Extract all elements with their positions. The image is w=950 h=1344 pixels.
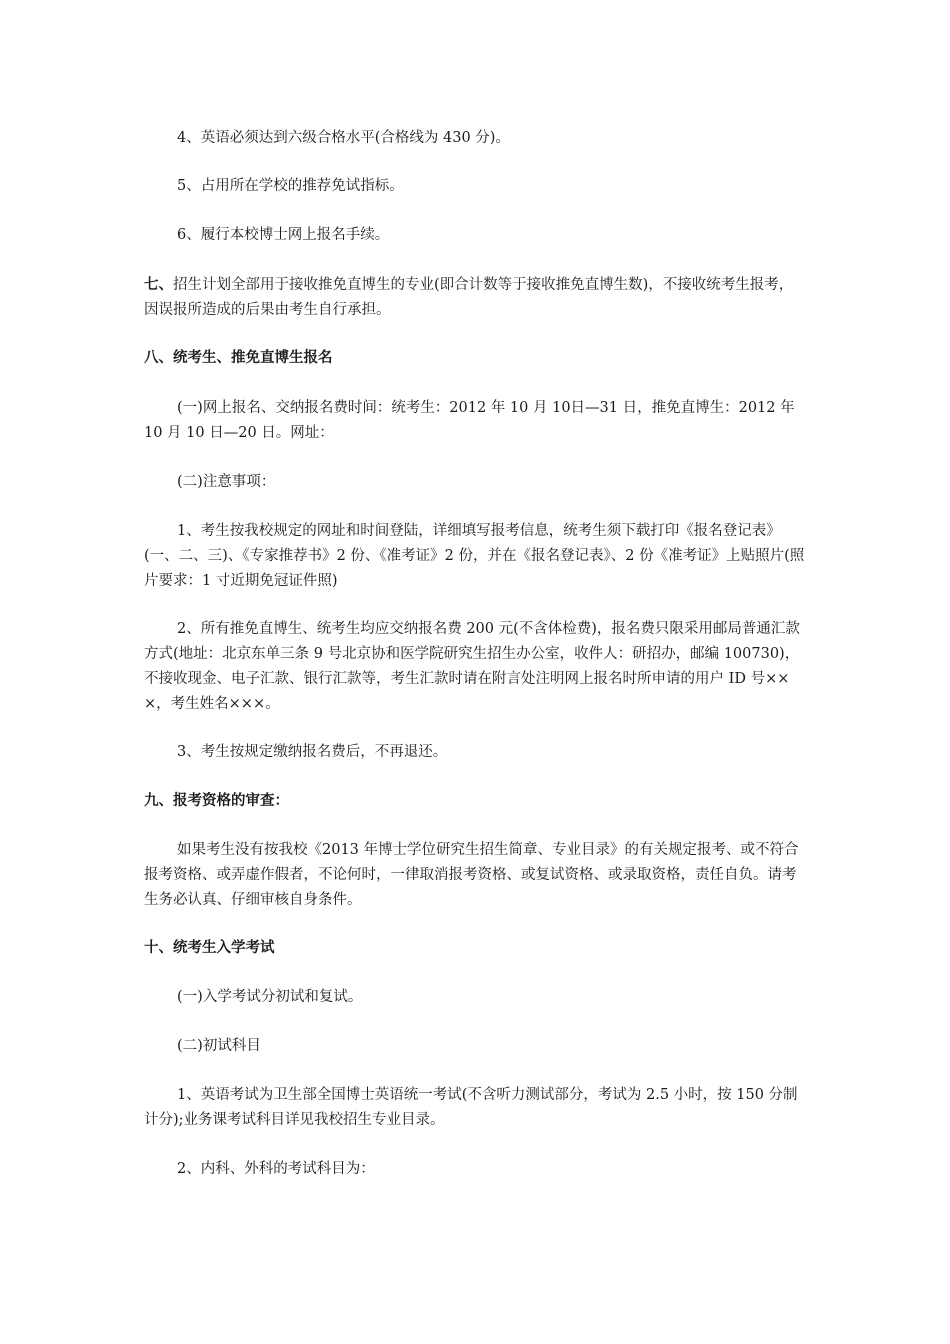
paragraph-note-2: 2、所有推免直博生、统考生均应交纳报名费 200 元(不含体检费)，报名费只限采用邮局普通汇款方式(地址：北京东单三条 9 号北京协和医学院研究生招生办公室，收件人：研招办，邮编 100730)，不接收现金、电子汇款、银行汇款等，考生汇款时请在附言处注明网上报名时所申请的用户 ID 号×××，考生姓名×××。 (144, 621, 800, 712)
heading-section-8: 八、统考生、推免直博生报名 (144, 350, 333, 366)
paragraph-note-3: 3、考生按规定缴纳报名费后，不再退还。 (177, 744, 448, 760)
paragraph-section-7 (144, 272, 806, 323)
paragraph-english-exam: 1、英语考试为卫生部全国博士英语统一考试(不含听力测试部分，考试为 2.5 小时，按 150 分制计分);业务课考试科目详见我校招生专业目录。 (144, 1087, 798, 1128)
paragraph-exam-stages: (一)入学考试分初试和复试。 (177, 989, 363, 1005)
paragraph-medicine-surgery-subjects: 2、内科、外科的考试科目为： (177, 1161, 375, 1177)
heading-section-9: 九、报考资格的审查： (144, 793, 289, 809)
heading-section-10: 十、统考生入学考试 (144, 940, 275, 956)
section-7-number: 七、 (144, 276, 173, 293)
section-7-text: 招生计划全部用于接收推免直博生的专业(即合计数等于接收推免直博生数)，不接收统考生报考，因误报所造成的后果由考生自行承担。 (144, 277, 794, 318)
paragraph-recommendation-quota: 5、占用所在学校的推荐免试指标。 (177, 178, 404, 194)
paragraph-eligibility-review: 如果考生没有按我校《2013 年博士学位研究生招生简章、专业目录》的有关规定报考、或不符合报考资格、或弄虚作假者，不论何时，一律取消报考资格、或复试资格、或录取资格，责任自负。请考生务必认真、仔细审核自身条件。 (144, 842, 799, 908)
paragraph-english-requirement: 4、英语必须达到六级合格水平(合格线为 430 分)。 (177, 130, 510, 146)
paragraph-registration-time: (一)网上报名、交纳报名费时间：统考生：2012 年 10 月 10日—31 日，推免直博生：2012 年 10 月 10 日—20 日。网址： (144, 400, 795, 441)
paragraph-notes-title: (二)注意事项： (177, 474, 276, 490)
paragraph-note-1: 1、考生按我校规定的网址和时间登陆，详细填写报考信息，统考生须下载打印《报名登记表》(一、二、三)、《专家推荐书》2 份、《准考证》2 份，并在《报名登记表》、2 份《准考证》上贴照片(照片要求：1 寸近期免冠证件照) (144, 523, 805, 589)
paragraph-online-registration: 6、履行本校博士网上报名手续。 (177, 227, 390, 243)
paragraph-initial-exam-subjects: (二)初试科目 (177, 1038, 261, 1054)
